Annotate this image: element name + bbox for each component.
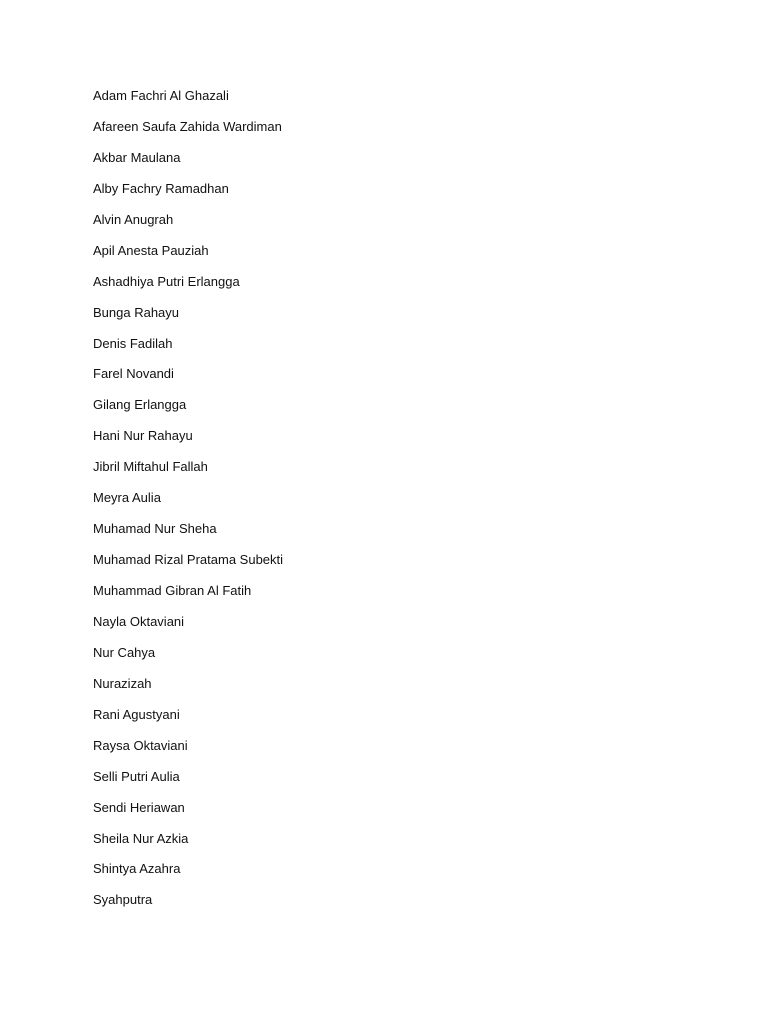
list-item: Farel Novandi — [93, 366, 174, 382]
list-item: Jibril Miftahul Fallah — [93, 459, 208, 475]
list-item: Alvin Anugrah — [93, 211, 174, 227]
list-item: Selli Putri Aulia — [93, 768, 180, 784]
name-list — [93, 86, 283, 921]
list-item: Denis Fadilah — [93, 335, 173, 351]
list-item: Shintya Azahra — [93, 861, 181, 877]
list-item: Muhamad Rizal Pratama Subekti — [93, 552, 284, 568]
list-item: Ashadhiya Putri Erlangga — [93, 273, 240, 289]
list-item: Alby Fachry Ramadhan — [93, 180, 229, 196]
list-item: Raysa Oktaviani — [93, 737, 188, 753]
list-item: Adam Fachri Al Ghazali — [93, 88, 229, 103]
list-item: Muhamad Nur Sheha — [93, 521, 217, 537]
list-item: Akbar Maulana — [93, 149, 181, 165]
list-item: Sendi Heriawan — [93, 799, 185, 815]
list-item: Syahputra — [93, 892, 153, 908]
list-item: Rani Agustyani — [93, 706, 180, 722]
list-item: Nurazizah — [93, 675, 152, 691]
list-item: Hani Nur Rahayu — [93, 428, 193, 444]
list-item: Bunga Rahayu — [93, 304, 180, 320]
list-item: Sheila Nur Azkia — [93, 830, 189, 846]
list-item: Muhammad Gibran Al Fatih — [93, 583, 252, 598]
list-item: Apil Anesta Pauziah — [93, 242, 209, 258]
list-item: Meyra Aulia — [93, 490, 161, 506]
list-item: Nur Cahya — [93, 644, 156, 660]
list-item: Nayla Oktaviani — [93, 613, 185, 629]
list-item: Afareen Saufa Zahida Wardiman — [93, 118, 282, 134]
list-item: Gilang Erlangga — [93, 397, 187, 413]
